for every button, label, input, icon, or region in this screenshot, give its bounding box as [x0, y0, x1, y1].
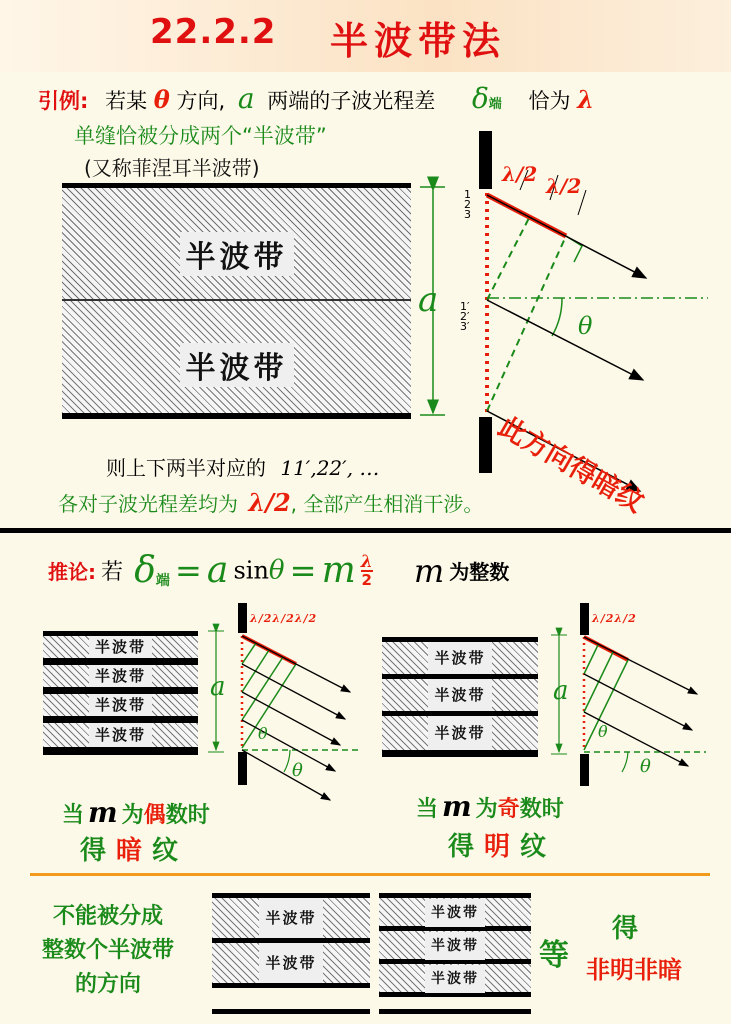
non-int-b-zone-2: 半波带 [379, 931, 531, 959]
half-zone-upper: 半波带 [62, 183, 411, 304]
odd-lambda-labels: λ/2λ/2 [592, 612, 637, 625]
non-int-b-remainder [379, 997, 531, 1009]
non-int-a-zone-1: 半波带 [212, 898, 370, 938]
even-zone-2: 半波带 [43, 665, 198, 687]
even-zone-4: 半波带 [43, 723, 198, 747]
odd-theta-label-1: θ [598, 722, 608, 741]
even-theta-label-1: θ [258, 724, 268, 743]
non-int-a-zone-2: 半波带 [212, 943, 370, 983]
angle-label: θ [578, 312, 593, 340]
aperture-width-label: a [418, 280, 439, 320]
equiv-mark: 等 [539, 938, 569, 973]
odd-zone-2: 半波带 [382, 679, 538, 711]
even-case-result: 得暗纹 [80, 836, 189, 866]
split-note-line1: 单缝恰被分成两个“半波带” [74, 124, 327, 148]
even-lambda-labels: λ/2λ/2λ/2 [250, 612, 318, 625]
points-mid: 1′ 2′ 3′ [460, 300, 470, 333]
even-zone-1: 半波带 [43, 636, 198, 658]
odd-zone-3: 半波带 [382, 716, 538, 750]
non-int-a-remainder [212, 988, 370, 1009]
odd-case-condition: 当 m 为奇数时 [416, 790, 564, 823]
pair-note: 则上下两半对应的 11′,22′, … [106, 456, 380, 480]
even-aperture-label: a [210, 672, 226, 702]
even-zone-3: 半波带 [43, 694, 198, 716]
split-note-line2: (又称菲涅耳半波带) [84, 156, 260, 180]
deduction-line: 推论: 若 δ端 = a sinθ = m $\frac{\lambda}{2}$ m 为整数 [48, 550, 510, 591]
lambda-half-1: λ/2 [502, 162, 538, 186]
noninteger-stack-2 [212, 893, 370, 1014]
half-zone-lower: 半波带 [62, 301, 411, 413]
intro-line: 引例: 若某 θ 方向, a 两端的子波光程差 δ端 恰为 λ [38, 82, 595, 115]
even-case-condition: 当 m 为偶数时 [62, 796, 210, 829]
noninteger-stack-3 [379, 893, 531, 1014]
conclusion-line: 各对子波光程差均为 λ/2, 全部产生相消干涉。 [58, 488, 484, 517]
dark-fringe-note: 此方向得暗纹 [493, 411, 649, 519]
page-title: 半波带法 [330, 19, 507, 63]
non-integer-text: 不能被分成 整数个半波带 的方向 [41, 904, 174, 997]
section-number: 22.2.2 [150, 12, 277, 52]
non-int-b-zone-1: 半波带 [379, 898, 531, 926]
odd-aperture-label: a [553, 676, 569, 706]
odd-zone-1: 半波带 [382, 642, 538, 674]
deduction-label: 推论: [48, 560, 96, 584]
odd-case-result: 得明纹 [448, 832, 557, 862]
non-integer-result-2: 非明非暗 [586, 956, 682, 984]
odd-theta-label-2: θ [640, 756, 651, 777]
orange-divider [30, 873, 710, 876]
even-theta-label-2: θ [292, 760, 303, 781]
non-int-b-zone-3: 半波带 [379, 964, 531, 992]
points-top: 1 2 3 [464, 188, 471, 221]
non-integer-result-1: 得 [612, 914, 639, 944]
lambda-half-2: λ/2 [546, 174, 582, 198]
intro-label: 引例: [38, 89, 89, 113]
